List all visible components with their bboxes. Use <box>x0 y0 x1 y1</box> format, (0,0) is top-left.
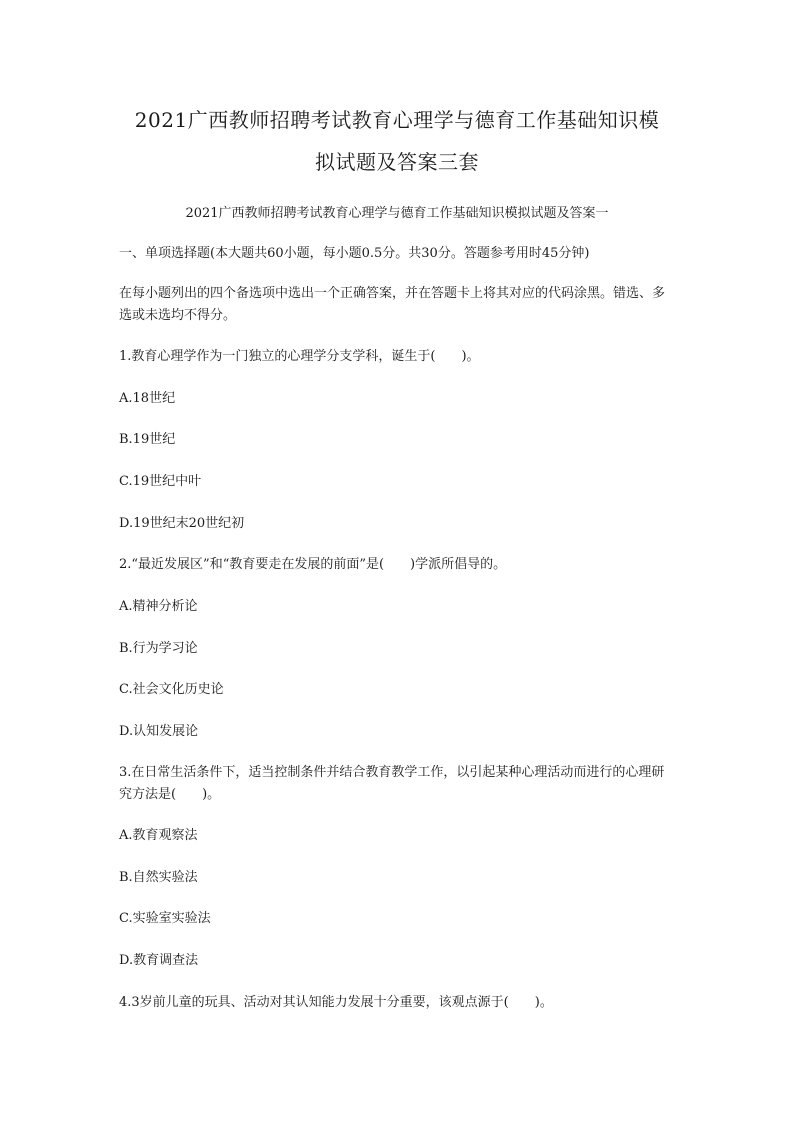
question-2-option-d: D.认知发展论 <box>119 724 199 739</box>
question-1-option-b: B.19世纪 <box>119 432 176 447</box>
section-heading: 一、单项选择题(本大题共60小题，每小题0.5分。共30分。答题参考用时45分钟) <box>119 246 590 261</box>
question-2-option-b: B.行为学习论 <box>119 641 198 656</box>
question-3-option-d: D.教育调查法 <box>119 953 199 968</box>
question-2: 2.“最近发展区”和“教育要走在发展的前面”是( )学派所倡导的。 <box>119 557 507 572</box>
question-4: 4.3岁前儿童的玩具、活动对其认知能力发展十分重要，该观点源于( )。 <box>119 995 553 1010</box>
question-3-option-a: A.教育观察法 <box>119 828 198 843</box>
instructions-paragraph: 在每小题列出的四个备选项中选出一个正确答案，并在答题卡上将其对应的代码涂黑。错选、多选或未选均不得分。 <box>119 286 666 323</box>
question-1-option-c: C.19世纪中叶 <box>119 474 202 489</box>
question-3-option-c: C.实验室实验法 <box>119 911 211 926</box>
question-1-option-d: D.19世纪末20世纪初 <box>119 516 245 531</box>
question-2-option-c: C.社会文化历史论 <box>119 682 224 697</box>
question-1-option-a: A.18世纪 <box>119 391 176 406</box>
question-1: 1.教育心理学作为一门独立的心理学分支学科，诞生于( )。 <box>119 349 480 364</box>
document-title-line2: 拟试题及答案三套 <box>315 150 479 174</box>
document-subtitle: 2021广西教师招聘考试教育心理学与德育工作基础知识模拟试题及答案一 <box>185 206 609 221</box>
question-3-option-b: B.自然实验法 <box>119 870 198 885</box>
question-2-option-a: A.精神分析论 <box>119 599 198 614</box>
document-title-line1: 2021广西教师招聘考试教育心理学与德育工作基础知识模 <box>134 108 660 132</box>
question-3: 3.在日常生活条件下，适当控制条件并结合教育教学工作，以引起某种心理活动而进行的心理研究方法是( )。 <box>119 765 665 802</box>
